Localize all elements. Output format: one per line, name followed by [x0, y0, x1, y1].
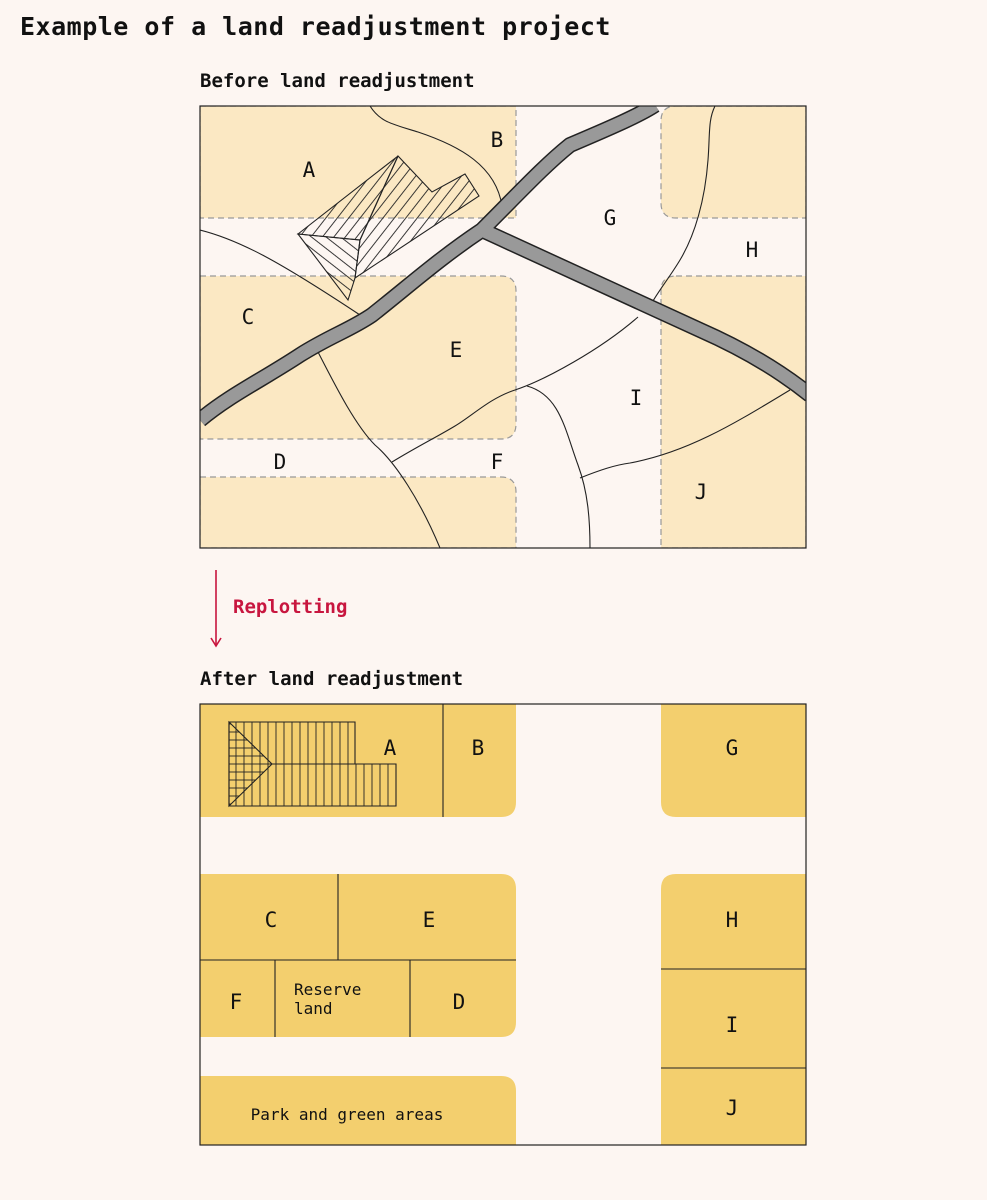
before-lot-j: J	[694, 480, 708, 504]
before-lot-h: H	[745, 238, 759, 262]
before-lot-c: C	[241, 305, 255, 329]
before-title: Before land readjustment	[200, 70, 475, 92]
after-lot-g: G	[725, 736, 739, 760]
after-lot-e: E	[422, 908, 436, 932]
after-lot-f: F	[229, 990, 243, 1014]
block-south-west	[200, 477, 516, 548]
before-map	[200, 105, 810, 548]
replotting-arrow	[211, 570, 347, 646]
before-lot-f: F	[490, 450, 504, 474]
before-lot-g: G	[603, 206, 617, 230]
after-lot-a: A	[383, 736, 397, 760]
before-lot-i: I	[629, 386, 643, 410]
after-block-center	[200, 874, 516, 1037]
after-lot-c: C	[264, 908, 278, 932]
after-lot-b: B	[471, 736, 485, 760]
block-north-east	[661, 106, 806, 218]
park-label: Park and green areas	[250, 1105, 444, 1124]
after-lot-d: D	[452, 990, 466, 1014]
before-lot-e: E	[449, 338, 463, 362]
reserve-land-label-line1: Reserve	[294, 980, 362, 999]
after-title: After land readjustment	[200, 668, 464, 690]
before-lot-a: A	[302, 158, 316, 182]
page-title: Example of a land readjustment project	[20, 12, 611, 41]
after-lot-j: J	[725, 1096, 739, 1120]
before-blocks	[200, 105, 810, 548]
replotting-label: Replotting	[233, 596, 348, 618]
before-lot-d: D	[273, 450, 287, 474]
after-map	[200, 704, 806, 1145]
block-west-center	[200, 276, 516, 439]
reserve-land-label-line2: land	[294, 999, 333, 1018]
after-block-g	[661, 704, 806, 817]
after-lot-h: H	[725, 908, 739, 932]
before-lot-b: B	[490, 128, 504, 152]
after-lot-i: I	[725, 1013, 739, 1037]
